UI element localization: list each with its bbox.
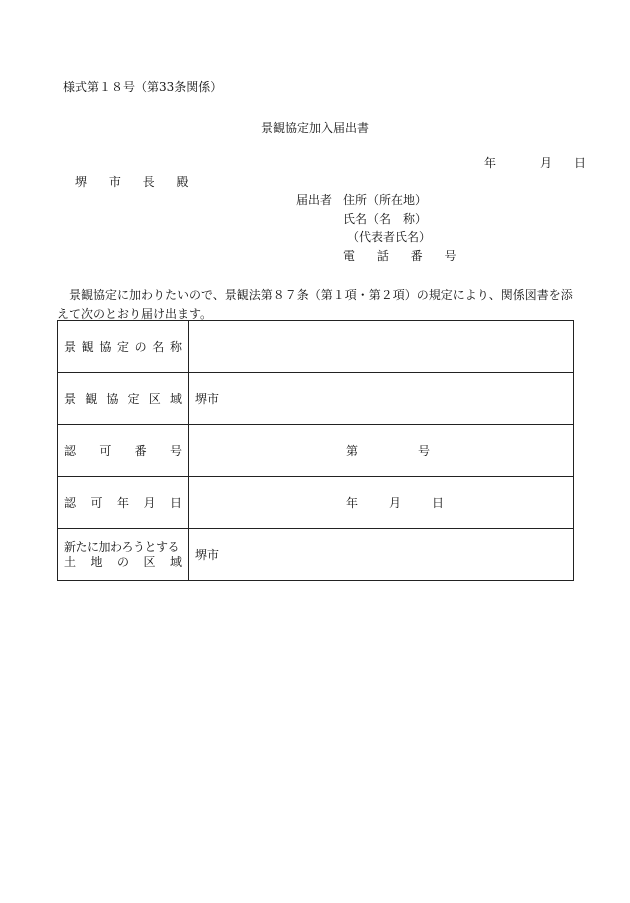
approval-date-month: 月	[389, 496, 402, 510]
label-new-land-area: 新たに加わろうとする 土 地 の 区 域	[58, 529, 189, 581]
table-row	[58, 529, 574, 581]
phone-number-label: 電 話 番 号	[343, 249, 466, 263]
document-title: 景観協定加入届出書	[260, 121, 369, 135]
label-agreement-name: 景 観 協 定 の 名 称	[58, 321, 189, 373]
table-row	[58, 321, 574, 373]
date-line	[484, 157, 586, 169]
applicant-address-label: 住所（所在地）	[343, 193, 428, 207]
applicant-label: 届出者	[296, 193, 333, 207]
form-table	[57, 320, 574, 581]
addressee: 堺 市 長 殿	[75, 175, 198, 189]
applicant-name-label: 氏名（名 称）	[343, 212, 428, 226]
approval-number-suffix: 号	[418, 444, 431, 458]
body-text: 景観協定に加わりたいので、景観法第８７条（第１項・第２項）の規定により、関係図書を添えて次のとおり届け出ます。	[57, 288, 573, 321]
value-agreement-name[interactable]	[189, 321, 574, 373]
label-approval-date: 認 可 年 月 日	[58, 477, 189, 529]
label-agreement-area: 景 観 協 定 区 域	[58, 373, 189, 425]
value-approval-number[interactable]	[189, 425, 574, 477]
approval-date-year: 年	[346, 496, 359, 510]
approval-date-day: 日	[432, 496, 445, 510]
table-row	[58, 477, 574, 529]
label-approval-number: 認 可 番 号	[58, 425, 189, 477]
approval-number-prefix: 第	[346, 444, 359, 458]
representative-name-label: （代表者氏名）	[347, 230, 432, 244]
value-new-land-area[interactable]: 堺市	[189, 529, 574, 581]
value-approval-date[interactable]	[189, 477, 574, 529]
date-year: 年	[484, 156, 497, 170]
value-agreement-area[interactable]: 堺市	[189, 373, 574, 425]
form-number: 様式第１８号（第33条関係）	[63, 80, 223, 94]
table-row	[58, 373, 574, 425]
date-day: 日	[574, 156, 587, 170]
table-row	[58, 425, 574, 477]
date-month: 月	[540, 156, 553, 170]
